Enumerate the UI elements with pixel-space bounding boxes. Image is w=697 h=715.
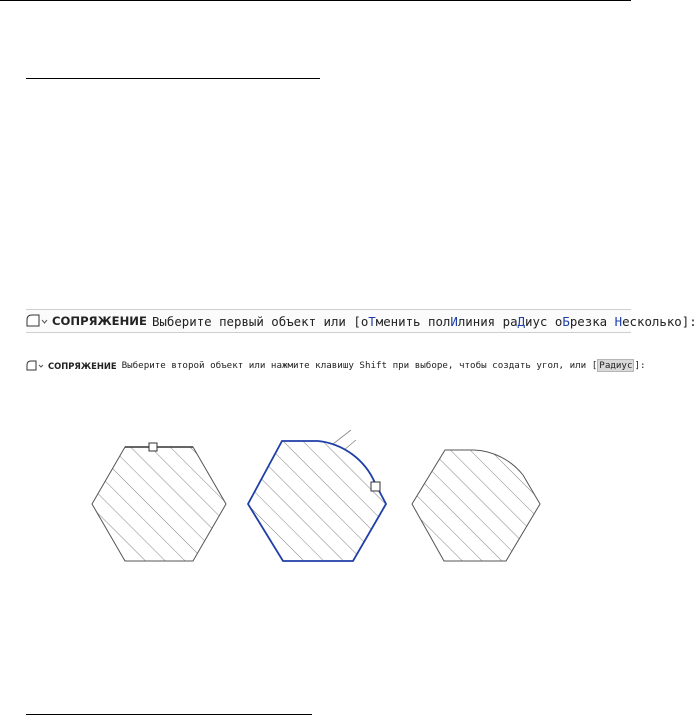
hexagon-fillet-result (412, 450, 540, 561)
command-name: СОПРЯЖЕНИЕ (52, 314, 147, 328)
option-polyline[interactable]: полИлиния (427, 313, 496, 329)
hexagon-first-selection (92, 443, 226, 561)
pickbox-icon (149, 443, 157, 451)
command-end: ]: (681, 313, 697, 329)
command-prompt: Выберите первый объект или [ (151, 313, 361, 329)
command-end: ]: (634, 360, 646, 371)
option-multiple[interactable]: Несколько (614, 313, 682, 329)
header-rule (26, 78, 320, 79)
fillet-illustration (0, 420, 631, 580)
command-line-1[interactable] (26, 309, 697, 333)
hexagon-fillet-preview (248, 430, 386, 561)
option-undo[interactable]: оТменить (360, 313, 421, 329)
command-prompt: Выберите второй объект или нажмите клавишу Shift при выборе, чтобы создать угол, или [ (121, 360, 598, 371)
page-top-rule (0, 0, 631, 1)
command-name: СОПРЯЖЕНИЕ (48, 360, 117, 371)
fillet-command-icon[interactable] (26, 360, 44, 371)
option-trim[interactable]: оБрезка (554, 313, 608, 329)
option-radius[interactable]: раДиус (502, 313, 548, 329)
option-radius[interactable]: Радиус (599, 360, 633, 371)
command-line-2[interactable] (26, 357, 646, 374)
pickbox-icon (371, 482, 380, 491)
fillet-command-icon[interactable] (26, 314, 48, 328)
